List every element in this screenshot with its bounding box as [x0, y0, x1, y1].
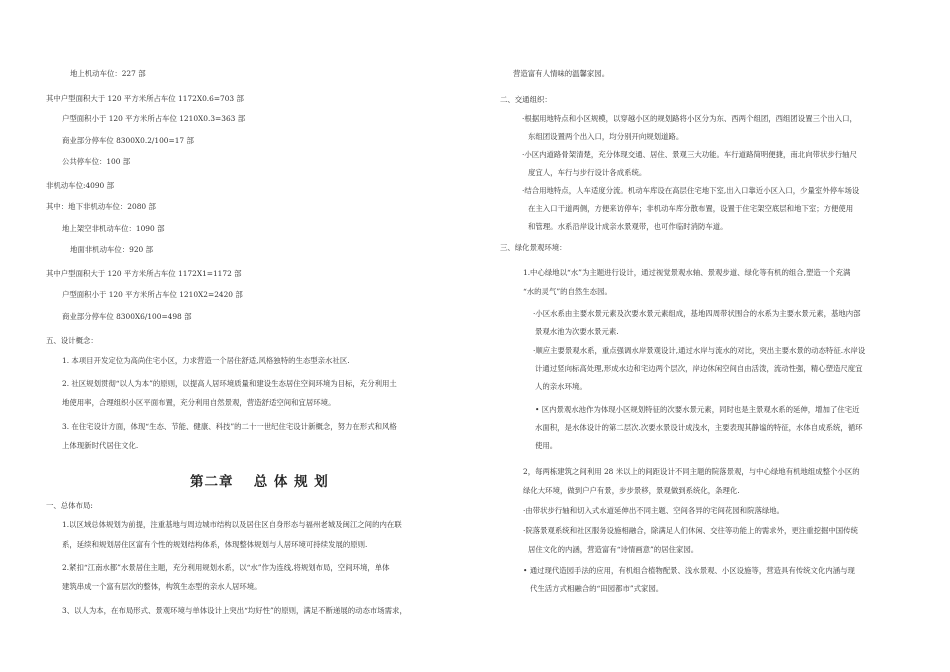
text-line: 户型面积小于 120 平方米所占车位 1210X2=2420 部 — [62, 290, 243, 299]
text-line: 2，每两栋建筑之间利用 28 米以上的间距设计不同主题的院落景观，与中心绿地有机地组成整个小区的 — [523, 467, 860, 476]
text-line: 3、以人为本，在布局形式、景观环境与单体设计上突出“均好性”的原则，满足不断递展的动态市场需求， — [62, 606, 407, 615]
text-line: 绿化大环境，做到户户有景，步步景移，景观做到系统化，条理化. — [523, 486, 740, 495]
section-heading: 一、总体布局: — [46, 501, 93, 510]
text-line: 1.中心绿地以“水”为主题进行设计，通过视觉景观水轴、景观步道、绿化等有机的组合,塑造一个充满 — [523, 268, 851, 277]
text-line: 其中户型面积大于 120 平方米所占车位 1172X0.6=703 部 — [46, 94, 244, 103]
text-line: 1.以区域总体规划为前提，注重基地与周边城市结构以及居住区自身形态与福州老城及闽江之间的内在联 — [62, 520, 402, 529]
text-line: ·小区内道路骨架清楚，充分体现交通、居住、景观三大功能。车行道路简明便捷，南北向带状步行轴尺 — [522, 150, 857, 159]
text-line: 人的亲水环境。 — [535, 382, 587, 391]
section-heading: 三、绿化景观环境： — [500, 243, 567, 252]
text-line: ·院落景观系统和社区服务设施相融合，除满足人们休闲、交往等功能上的需求外，更注重挖掘中国传统 — [523, 526, 858, 535]
chapter-title: 第二章 总 体 规 划 — [190, 474, 329, 490]
text-line: 计通过竖向标高处理,形成水边和宅边两个层次，岸边休闲空间自由活泼，流动性强，精心塑造尺度宜 — [535, 364, 863, 373]
text-line: 水面积，是水体设计的第二层次.次要水景设计成浅水，主要表现其静谧的特征，水体自成系统，循环 — [535, 423, 863, 432]
text-line: • 区内景观水池作为体现小区规划特征的次要水景元素，同时也是主景观水系的延伸，增加了住宅近 — [535, 405, 860, 414]
text-line: 商业部分停车位 8300X6/100=498 部 — [62, 312, 192, 321]
text-line: 系，延续和规划居住区富有个性的规划结构体系，体现整体规划与人居环境可持续发展的原则. — [62, 540, 368, 549]
text-line: 公共停车位：100 部 — [62, 157, 131, 166]
text-line: 1. 本项目开发定位为高尚住宅小区，力求营造一个居住舒适,风格独特的生态型亲水社区. — [62, 356, 350, 365]
text-line: 地使用率，合理组织小区平面布置，充分利用自然景观，营造舒适空间和宜居环境。 — [62, 398, 336, 407]
text-line: 3. 在住宅设计方面，体现“生态、节能、健康、科技”的二十一世纪住宅设计新概念，努力在形式和风格 — [62, 422, 397, 431]
text-line: ·由带状步行轴和切入式水道延伸出不同主题、空间各异的宅间花园和院落绿地。 — [523, 506, 785, 515]
text-line: 和管理。水系沿岸设计成亲水景观带，也可作临时消防车道。 — [528, 222, 728, 231]
text-line: 其中：地下非机动车位：2080 部 — [46, 202, 156, 211]
section-heading: 五、设计概念： — [46, 336, 98, 345]
text-line: 地面非机动车位：920 部 — [70, 245, 153, 254]
text-line: 度宜人，车行与步行设计各成系统。 — [528, 168, 647, 177]
text-line: 营造富有人情味的温馨家园。 — [513, 69, 610, 78]
text-line: 居住文化的内涵，营造富有“诗情画意”的居住家园。 — [528, 545, 699, 554]
text-line: 商业部分停车位 8300X0.2/100=17 部 — [62, 136, 194, 145]
text-line: 非机动车位:4090 部 — [46, 181, 114, 190]
text-line: 地上架空非机动车位：1090 部 — [62, 224, 165, 233]
text-line: 户型面积小于 120 平方米所占车位 1210X0.3=363 部 — [62, 114, 246, 123]
text-line: 2. 社区规划贯彻“以人为本”的原则，以提高人居环境质量和建设生态居住空间环境为目标，充分利用土 — [62, 379, 397, 388]
text-line: ·结合用地特点，人车适度分流。机动车库设在高层住宅地下室,出入口靠近小区入口，少量室外停车场设 — [522, 186, 860, 195]
text-line: ·根据用地特点和小区规模，以穿越小区的规划路将小区分为东、西两个组团，西组团设置三个出入口， — [522, 114, 857, 123]
text-line: 建筑串成一个富有层次的整体，构筑生态型的亲水人居环境。 — [62, 582, 262, 591]
text-line: “水的灵气”的自然生态园。 — [523, 287, 612, 296]
text-line: 使用。 — [535, 441, 558, 450]
text-line: 其中户型面积大于 120 平方米所占车位 1172X1=1172 部 — [46, 269, 242, 278]
text-line: 地上机动车位：227 部 — [70, 69, 146, 78]
text-line: 东组团设置两个出入口，均分别开向规划道路。 — [528, 132, 684, 141]
text-line: • 通过现代造园手法的应用，有机组合植物配景、浅水景观、小区设施等，营造具有传统文化内涵与现 — [523, 566, 855, 575]
text-line: ·小区水系由主要水景元素及次要水景元素组成，基地四周带状围合的水系为主要水景元素，基地内部 — [533, 309, 861, 318]
text-line: 景观水池为次要水景元素. — [535, 327, 619, 336]
text-line: 2.紧扣“江南水都”水景居住主题，充分利用规划水系，以“水”作为连线,将规划布局，空间环境，单体 — [62, 563, 390, 572]
text-line: ·顺应主要景观水系，重点强调水岸景观设计,通过水岸与流水的对比，突出主要水景的动态特征.水岸设 — [533, 346, 866, 355]
text-line: 代生活方式相融合的“田园都市”式家园。 — [530, 584, 664, 593]
text-line: 在主入口干道两侧，方便来访停车；非机动车库分散布置，设置于住宅架空底层和地下室；方便使用 — [528, 204, 854, 213]
text-line: 上体现新时代居住文化. — [62, 441, 139, 450]
section-heading: 二、交通组织： — [500, 95, 552, 104]
